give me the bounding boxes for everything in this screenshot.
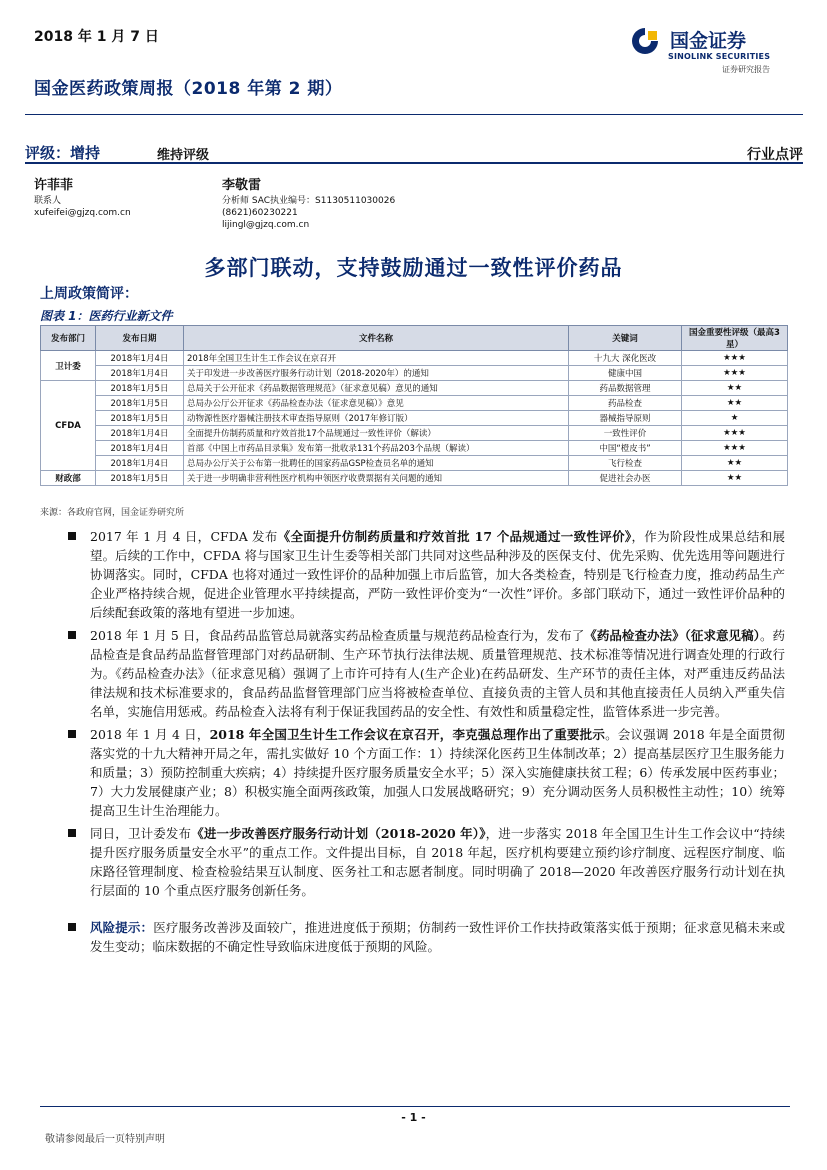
headline: 多部门联动，支持鼓励通过一致性评价药品 [204,256,623,280]
rating-bar [25,138,803,164]
keyword-cell: 飞行检查 [569,456,682,471]
document-cell: 总局关于公开征求《药品数据管理规范》（征求意见稿）意见的通知 [184,381,569,396]
risk-paragraph [90,918,785,956]
rating-cell: ★★★ [682,351,788,366]
date-cell: 2018年1月4日 [96,441,184,456]
document-cell: 2018年全国卫生计生工作会议在京召开 [184,351,569,366]
paragraph [90,527,785,622]
column-header: 文件名称 [184,326,569,351]
date-cell: 2018年1月5日 [96,396,184,411]
square-bullet-icon [68,923,76,931]
risk-text: 医疗服务改善涉及面较广，推进进度低于预期；仿制药一致性评价工作扶持政策落实低于预期；征求意见稿未来或发生变动；临床数据的不确定性导致临床进度低于预期的风险。 [90,920,785,954]
paragraph-emphasis: 《全面提升仿制药质量和疗效首批 17 个品规通过一致性评价》 [277,529,632,544]
square-bullet-icon [68,730,76,738]
author-email: xufeifei@gjzq.com.cn [34,208,131,218]
keyword-cell: 药品检查 [569,396,682,411]
author-analyst [222,180,395,231]
department-cell: 卫计委 [41,351,96,381]
date-cell: 2018年1月4日 [96,456,184,471]
report-title: 国金医药政策周报（2018 年第 2 期） [34,79,343,99]
paragraph-text: ，作为阶段性成果总结和展望。后续的工作中，CFDA 将与国家卫生计生委等相关部门共同对这些品种涉及的医保支付、优先采购、优先选用等问题进行协调落实。同时，CFDA 也将对通过一致性评价的品种加强上市后监管，加大各类检查，特别是飞行检查力度，推动药品生产企业严格持续合规，促进企业管理水平持续提高，严防一致性评价变为“一次性”评价。多部门联动下，通过一致性评价品种的后续配套政策的落地有望进一步加速。 [90,529,785,620]
rating-label: 评级：增持 [25,144,101,162]
rating-cell: ★★★ [682,426,788,441]
document-cell: 全面提升仿制药质量和疗效首批17个品规通过一致性评价（解读） [184,426,569,441]
paragraph-emphasis: 2018 年全国卫生计生工作会议在京召开，李克强总理作出了重要批示 [209,727,606,742]
paragraph-text: 2018 年 1 月 4 日， [90,727,210,742]
keyword-cell: 促进社会办医 [569,471,682,486]
page-number: - 1 - [401,1111,426,1124]
author-phone: (8621)60230221 [222,208,298,218]
author-name: 许菲菲 [34,178,74,193]
keyword-cell: 一致性评价 [569,426,682,441]
document-cell: 关于进一步明确非营利性医疗机构申领医疗收费票据有关问题的通知 [184,471,569,486]
document-cell: 动物源性医疗器械注册技术审查指导原则（2017年修订版） [184,411,569,426]
rating-cell: ★★★ [682,366,788,381]
rating-cell: ★★ [682,471,788,486]
keyword-cell: 十九大 深化医改 [569,351,682,366]
rating-cell: ★★ [682,381,788,396]
risk-label: 风险提示： [90,920,154,935]
paragraph-text: ，进一步落实 2018 年全国卫生计生工作会议中“持续提升医疗服务质量安全水平”的重点工作。文件提出目标，自 2018 年起，医疗机构要建立预约诊疗制度、远程医疗制度、临床路径管理制度、检查检验结果互认制度、医务社工和志愿者制度。同时明确了 2018—2020 年改善医疗服务行动计划在执行层面的 10 个重点医疗服务创新任务。 [90,826,785,898]
brand-logo [630,22,800,78]
date-cell: 2018年1月4日 [96,366,184,381]
author-contact [34,180,131,219]
table-header-row [41,326,788,351]
date-cell: 2018年1月5日 [96,411,184,426]
paragraph [90,626,785,721]
paragraph-text: 。药品检查是食品药品监督管理部门对药品研制、生产环节执行法律法规、质量管理规范、技术标准等情况进行调查处理的行政行为。《药品检查办法》（征求意见稿）强调了上市许可持有人(生产企业)在药品研发、生产环节的责任主体，对严重违反药品法律法规和技术标准要求的，食品药品监督管理部门应当将被检查单位、直接负责的主管人员和其他直接责任人员纳入严重失信名单，实施信用惩戒。药品检查入法将有利于保证我国药品的安全性、有效性和质量稳定性，监管体系进一步完善。 [90,628,785,719]
column-header: 关键词 [569,326,682,351]
table-row [41,471,788,486]
table-row [41,411,788,426]
logo-chinese-name: 国金证券 [670,30,747,52]
date-cell: 2018年1月5日 [96,381,184,396]
square-bullet-icon [68,829,76,837]
paragraph [90,824,785,900]
date-cell: 2018年1月4日 [96,426,184,441]
department-cell: 财政部 [41,471,96,486]
table-row [41,456,788,471]
document-cell: 首部《中国上市药品目录集》发布第一批收录131个药品203个品规（解读） [184,441,569,456]
main-content [90,527,785,960]
footer-disclaimer: 敬请参阅最后一页特别声明 [45,1134,165,1145]
keyword-cell: 药品数据管理 [569,381,682,396]
paragraph-emphasis: 《药品检查办法》（征求意见稿） [584,628,760,643]
date-cell: 2018年1月5日 [96,471,184,486]
rating-note: 维持评级 [157,148,210,163]
table-row [41,441,788,456]
rating-cell: ★★ [682,396,788,411]
department-cell: CFDA [41,381,96,471]
document-cell: 总局办公厅关于公布第一批聘任的国家药品GSP检查员名单的通知 [184,456,569,471]
table-row [41,366,788,381]
report-type: 行业点评 [747,147,803,163]
keyword-cell: 器械指导原则 [569,411,682,426]
figure-title: 图表 1：医药行业新文件 [40,309,173,323]
report-date: 2018 年 1 月 7 日 [34,29,159,45]
document-cell: 关于印发进一步改善医疗服务行动计划（2018-2020年）的通知 [184,366,569,381]
keyword-cell: 中国“橙皮书” [569,441,682,456]
rating-cell: ★ [682,411,788,426]
section-title: 上周政策简评： [40,286,138,302]
document-cell: 总局办公厅公开征求《药品检查办法（征求意见稿）》意见 [184,396,569,411]
column-header: 发布日期 [96,326,184,351]
paragraph-text: 。会议强调 2018 年是全面贯彻落实党的十九大精神开局之年，需扎实做好 10 个方面工作：1）持续深化医药卫生体制改革；2）提高基层医疗卫生服务能力和质量；3）预防控制重大疾病；4）持续提升医疗服务质量安全水平；5）深入实施健康扶贫工程；6）传承发展中医药事业；7）大力发展健康产业；8）积极实施全面两孩政策，加强人口发展战略研究；9）充分调动医务人员积极性主动性；10）统筹提高卫生计生治理能力。 [90,727,785,818]
header-divider [25,114,803,115]
logo-subtitle: 证券研究报告 [722,65,770,74]
author-name: 李敬雷 [222,178,262,193]
table-row [41,351,788,366]
keyword-cell: 健康中国 [569,366,682,381]
column-header: 发布部门 [41,326,96,351]
sinolink-logo-icon [630,26,660,56]
rating-cell: ★★★ [682,441,788,456]
paragraph-text: 同日，卫计委发布 [90,826,192,841]
column-header: 国金重要性评级（最高3星） [682,326,788,351]
rating-cell: ★★ [682,456,788,471]
table-body [41,351,788,486]
square-bullet-icon [68,532,76,540]
paragraph [90,725,785,820]
footer-divider [40,1106,790,1107]
paragraph-emphasis: 《进一步改善医疗服务行动计划（2018-2020 年）》 [191,826,486,841]
table-row [41,381,788,396]
logo-english-name: SINOLINK SECURITIES [668,52,771,61]
paragraph-text: 2018 年 1 月 5 日，食品药品监管总局就落实药品检查质量与规范药品检查行为，发布了 [90,628,585,643]
table-row [41,396,788,411]
square-bullet-icon [68,631,76,639]
policy-table [40,325,788,486]
table-row [41,426,788,441]
table-source: 来源：各政府官网，国金证券研究所 [40,508,185,518]
paragraph-text: 2017 年 1 月 4 日，CFDA 发布 [90,529,278,544]
author-email: lijingl@gjzq.com.cn [222,220,310,230]
date-cell: 2018年1月4日 [96,351,184,366]
author-cert: 分析师 SAC执业编号：S1130511030026 [222,196,396,206]
author-role: 联系人 [34,196,62,206]
